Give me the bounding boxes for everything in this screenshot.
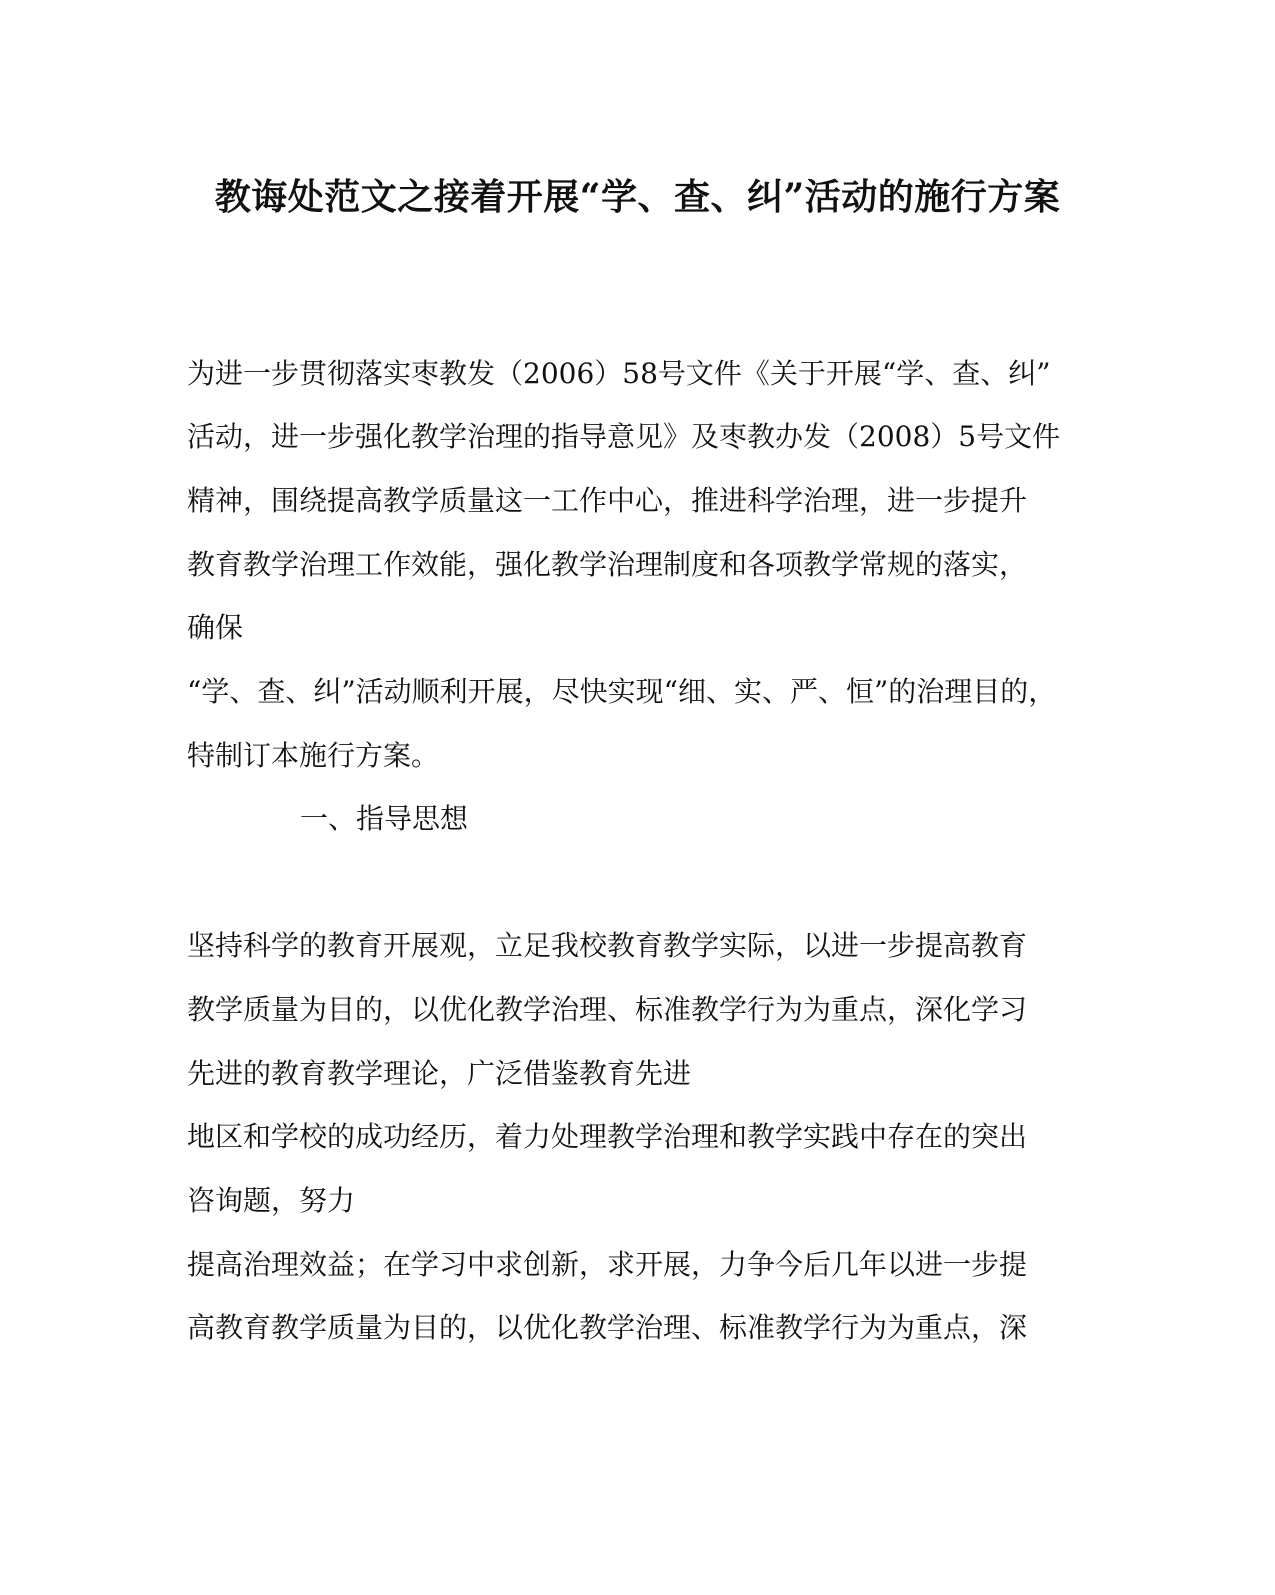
paragraph-line: 精神，围绕提高教学质量这一工作中心，推进科学治理，进一步提升 (187, 484, 1028, 517)
paragraph-line: 确保 (187, 611, 244, 644)
document-title: 教诲处范文之接着开展“学、查、纠”活动的施行方案 (214, 176, 1061, 218)
paragraph-line: 活动，进一步强化教学治理的指导意见》及枣教办发（2008）5号文件 (187, 420, 1061, 453)
paragraph-line: 坚持科学的教育开展观，立足我校教育教学实际，以进一步提高教育 (187, 929, 1028, 962)
paragraph-line: 教学质量为目的，以优化教学治理、标准教学行为为重点，深化学习 (187, 993, 1028, 1026)
paragraph-line: “学、查、纠”活动顺利开展，尽快实现“细、实、严、恒”的治理目的， (187, 675, 1057, 708)
paragraph-line: 特制订本施行方案。 (187, 739, 440, 772)
paragraph-line: 先进的教育教学理论，广泛借鉴教育先进 (187, 1057, 692, 1090)
paragraph-line: 地区和学校的成功经历，着力处理教学治理和教学实践中存在的突出 (187, 1120, 1028, 1153)
paragraph-line: 高教育教学质量为目的，以优化教学治理、标准教学行为为重点，深 (187, 1311, 1028, 1344)
paragraph-line: 教育教学治理工作效能，强化教学治理制度和各项教学常规的落实， (187, 548, 1028, 581)
section-heading: 一、指导思想 (300, 802, 469, 835)
paragraph-line: 咨询题，努力 (187, 1184, 356, 1217)
paragraph-line: 提高治理效益；在学习中求创新，求开展，力争今后几年以进一步提 (187, 1248, 1028, 1281)
paragraph-line: 为进一步贯彻落实枣教发（2006）58号文件《关于开展“学、查、纠” (187, 357, 1051, 390)
